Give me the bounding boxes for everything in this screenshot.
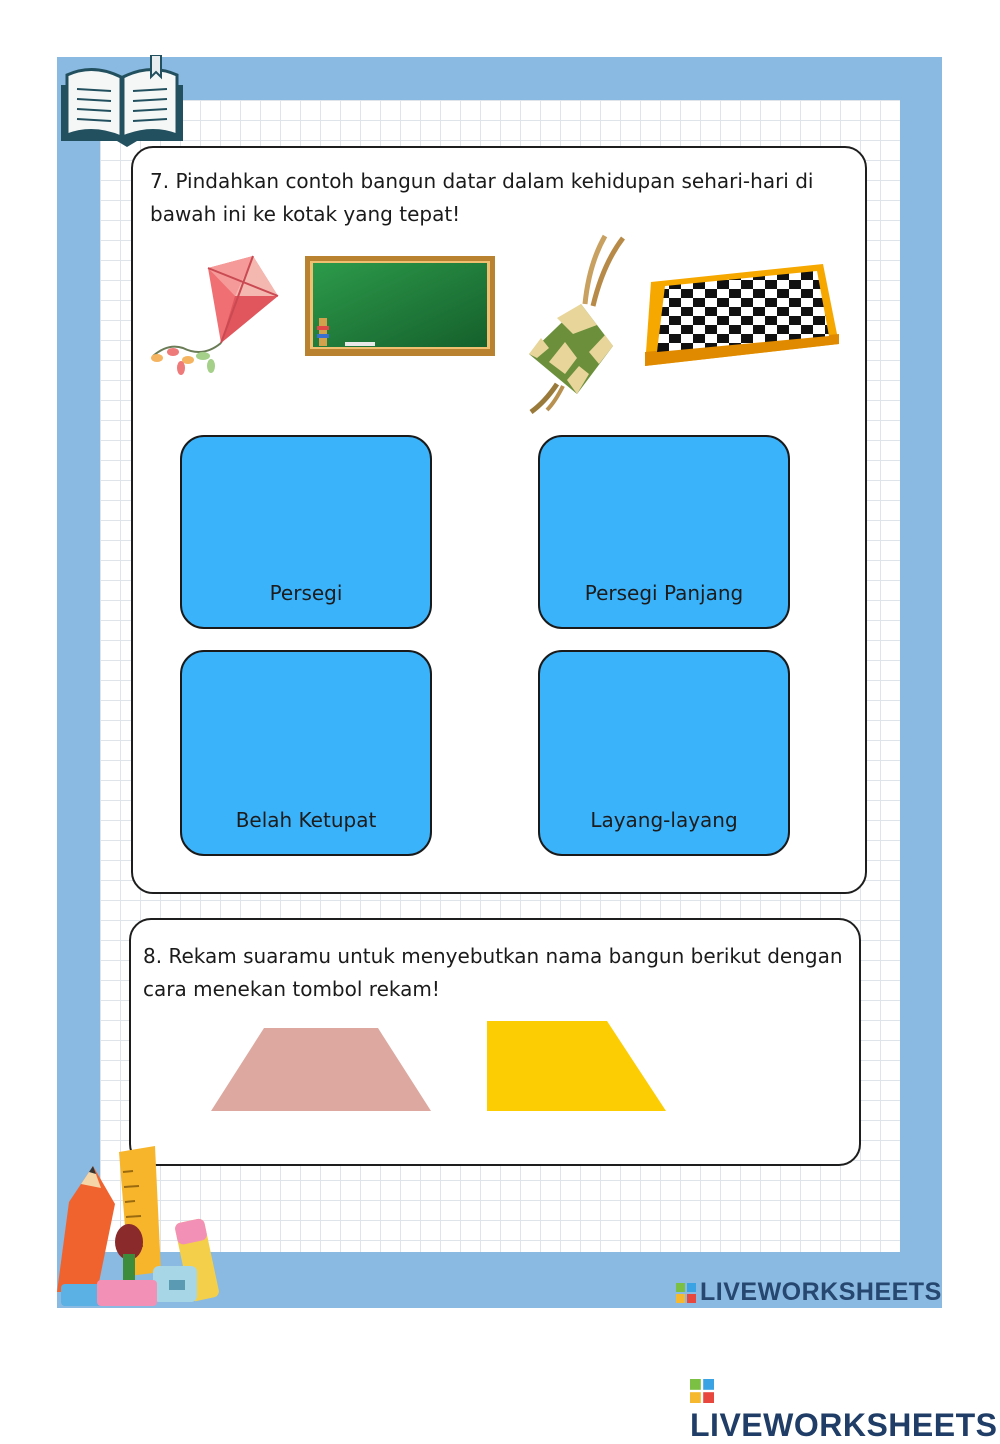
drop-box-label: Persegi Panjang	[584, 581, 744, 605]
drop-box-layang-layang[interactable]	[538, 650, 790, 856]
drop-box-label: Persegi	[269, 581, 343, 605]
brand-text: LIVEWORKSHEETS	[690, 1407, 998, 1443]
open-book-icon	[57, 55, 187, 147]
drop-box-label: Layang-layang	[590, 808, 738, 832]
ketupat-image[interactable]	[519, 234, 631, 414]
stationery-decoration-icon	[57, 1142, 227, 1308]
trapezoid-yellow-shape	[486, 1020, 668, 1112]
chalkboard-image[interactable]	[305, 256, 495, 356]
drop-box-persegi-panjang[interactable]	[538, 435, 790, 629]
question-7-text: 7. Pindahkan contoh bangun datar dalam kehidupan sehari-hari di bawah ini ke kotak yang tepat!	[150, 169, 814, 226]
liveworksheets-logo-icon	[676, 1283, 696, 1303]
liveworksheets-footer-logo	[690, 1370, 1000, 1444]
liveworksheets-logo-icon	[690, 1379, 714, 1403]
drop-box-persegi[interactable]	[180, 435, 432, 629]
question-8-text: 8. Rekam suaramu untuk menyebutkan nama bangun berikut dengan cara menekan tombol rekam!	[143, 944, 843, 1001]
liveworksheets-logo	[676, 1278, 942, 1307]
drop-box-belah-ketupat[interactable]	[180, 650, 432, 856]
kite-image[interactable]	[143, 248, 283, 380]
trapezoid-pink-shape	[210, 1027, 432, 1112]
brand-text: LIVEWORKSHEETS	[700, 1278, 942, 1306]
drop-box-label: Belah Ketupat	[235, 808, 377, 832]
chessboard-image[interactable]	[645, 262, 841, 370]
